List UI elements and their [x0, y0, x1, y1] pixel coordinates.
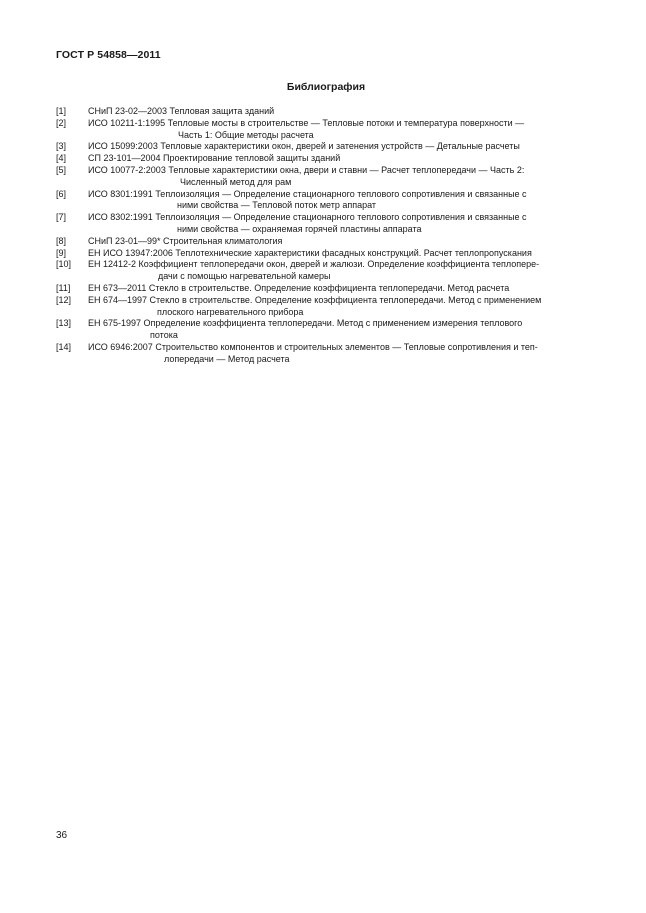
- entry-text: ИСО 10077-2:2003 Тепловые характеристики окна, двери и ставни — Расчет теплопередачи — Часть 2:: [88, 164, 525, 175]
- entry-number: [10]: [56, 259, 72, 270]
- entry-number: [14]: [56, 341, 72, 352]
- entry-number: [5]: [56, 164, 67, 175]
- bibliography-entry: [56, 118, 593, 142]
- bibliography-entry: [56, 283, 593, 295]
- entry-number: [11]: [56, 282, 71, 293]
- entry-text: СНиП 23-01—99* Строительная климатология: [88, 235, 283, 246]
- bibliography-list: [56, 106, 593, 366]
- entry-text: ИСО 8302:1991 Теплоизоляция — Определение стационарного теплового сопротивления и связанные с: [88, 212, 527, 223]
- entry-continuation: лопередачи — Метод расчета: [164, 353, 290, 364]
- page-number: 36: [56, 830, 68, 841]
- entry-number: [9]: [56, 247, 67, 258]
- entry-text: ЕН ИСО 13947:2006 Теплотехнические характеристики фасадных конструкций. Расчет теплопропускания: [88, 247, 532, 258]
- entry-continuation: Численный метод для рам: [180, 176, 292, 187]
- entry-text: ЕН 675-1997 Определение коэффициента теплопередачи. Метод с применением измерения теплового: [88, 318, 523, 329]
- entry-continuation: дачи с помощью нагревательной камеры: [158, 271, 331, 282]
- entry-text: ИСО 8301:1991 Теплоизоляция — Определение стационарного теплового сопротивления и связанные с: [88, 188, 527, 199]
- entry-text: ИСО 6946:2007 Строительство компонентов и строительных элементов — Тепловые сопротивления и теп-: [88, 341, 538, 352]
- bibliography-entry: [56, 189, 593, 213]
- bibliography-entry: [56, 248, 593, 260]
- entry-text: ЕН 674—1997 Стекло в строительстве. Определение коэффициента теплопередачи. Метод с применением: [88, 294, 542, 305]
- entry-number: [4]: [56, 153, 67, 164]
- bibliography-entry: [56, 141, 593, 153]
- entry-text: ЕН 12412-2 Коэффициент теплопередачи окон, дверей и жалюзи. Определение коэффициента теплопере-: [88, 259, 540, 270]
- entry-number: [1]: [56, 106, 67, 116]
- bibliography-entry: [56, 295, 593, 319]
- entry-continuation: Часть 1: Общие методы расчета: [178, 129, 314, 140]
- bibliography-entry: [56, 259, 593, 283]
- standard-header: ГОСТ Р 54858—2011: [56, 49, 161, 61]
- bibliography-entry: [56, 342, 593, 366]
- entry-continuation: плоского нагревательного прибора: [157, 306, 304, 317]
- entry-continuation: потока: [150, 330, 178, 341]
- entry-number: [7]: [56, 212, 67, 223]
- entry-text: СП 23-101—2004 Проектирование тепловой защиты зданий: [88, 153, 341, 164]
- bibliography-entry: [56, 106, 593, 118]
- entry-number: [12]: [56, 294, 72, 305]
- bibliography-entry: [56, 236, 593, 248]
- entry-text: ИСО 10211-1:1995 Тепловые мосты в строительстве — Тепловые потоки и температура поверхности —: [88, 117, 525, 128]
- entry-text: ЕН 673—2011 Стекло в строительстве. Определение коэффициента теплопередачи. Метод расчета: [88, 282, 510, 293]
- entry-number: [8]: [56, 235, 67, 246]
- bibliography-entry: [56, 153, 593, 165]
- entry-text: ИСО 15099:2003 Тепловые характеристики окон, дверей и затенения устройств — Детальные расчеты: [88, 141, 520, 152]
- entry-text: СНиП 23-02—2003 Тепловая защита зданий: [88, 106, 275, 116]
- entry-continuation: ними свойства — охраняемая горячей пластины аппарата: [177, 223, 422, 234]
- entry-number: [2]: [56, 117, 67, 128]
- bibliography-entry: [56, 318, 593, 342]
- entry-number: [3]: [56, 141, 67, 152]
- bibliography-title: Библиография: [286, 81, 366, 93]
- entry-continuation: ними свойства — Тепловой поток метр аппарат: [177, 200, 377, 211]
- bibliography-entry: [56, 212, 593, 236]
- entry-number: [6]: [56, 188, 67, 199]
- entry-number: [13]: [56, 318, 72, 329]
- bibliography-entry: [56, 165, 593, 189]
